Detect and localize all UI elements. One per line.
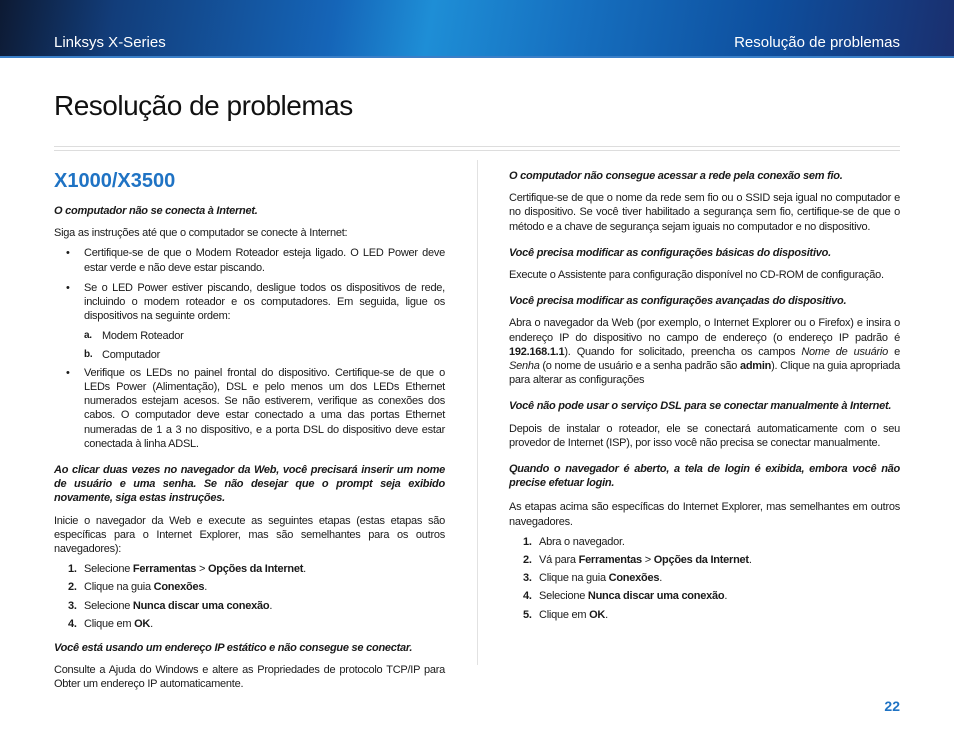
step-item: [509, 589, 900, 603]
step-item: [54, 617, 445, 631]
step-item: [54, 562, 445, 576]
text: >: [196, 563, 208, 576]
step-item: [54, 599, 445, 613]
step-item: [509, 571, 900, 585]
paragraph: Certifique-se de que o nome da rede sem fio ou o SSID seja igual no computador e no dispositivo. Se você tiver habilitado a segurança sem fio, certifique-se de que o método e a chave de segurança sejam iguais no computador e no dispositivo.: [509, 192, 900, 233]
bold-text: Conexões: [153, 581, 205, 594]
issue-heading: O computador não consegue acessar a rede pela conexão sem fio.: [509, 170, 843, 182]
sub-item: [54, 329, 445, 343]
header-section: Resolução de problemas: [734, 34, 900, 51]
text: Vá para: [539, 554, 579, 567]
text: >: [641, 554, 654, 567]
issue-heading: Você está usando um endereço IP estático e não consegue se conectar.: [54, 642, 413, 655]
column-divider: [477, 160, 478, 665]
bold-text: Ferramentas: [578, 554, 642, 567]
divider: [54, 146, 900, 147]
text: Selecione: [84, 563, 133, 576]
bullet-text: Verifique os LEDs no painel frontal do dispositivo. Certifique-se de que o LEDs Power (Alimentação), DSL e pelo menos um dos LEDs Ethernet numerados estejam acesos. Se não estiverem, verifique as conexões dos cabos. O computador deve estar conectado a uma das portas Ethernet numeradas de 1 a 3 no dispositivo, e a porta DSL do dispositivo deve estar conectada à linha ADSL.: [84, 366, 445, 450]
issue-heading: Você não pode usar o serviço DSL para se conectar manualmente à Internet.: [509, 400, 892, 413]
bold-text: Opções da Internet: [207, 563, 304, 576]
right-column: [509, 169, 900, 622]
sub-marker: a.: [84, 330, 92, 342]
header-banner: [0, 0, 954, 58]
bullet-marker: •: [66, 247, 70, 260]
step-number: 4.: [523, 590, 532, 603]
paragraph: Siga as instruções até que o computador se conecte à Internet:: [54, 227, 348, 240]
bullet-item: [54, 281, 445, 324]
issue-heading: Ao clicar duas vezes no navegador da Web, você precisará inserir um nome de usuário e uma senha. Se não desejar que o prompt seja exibido novamente, siga estas instruções.: [54, 464, 445, 505]
bullet-marker: •: [66, 366, 70, 379]
sub-item: [54, 348, 445, 362]
text: .: [204, 581, 208, 594]
text: Abra o navegador da Web (por exemplo, o Internet Explorer ou o Firefox) e insira o endereço IP do dispositivo no campo de endereço (o endereço IP padrão é: [509, 317, 900, 344]
left-column: [54, 170, 445, 692]
text: Selecione: [539, 590, 588, 603]
bullet-text: Certifique-se de que o Modem Roteador esteja ligado. O LED Power deve estar verde e não deve estar piscando.: [84, 247, 445, 274]
sub-marker: b.: [84, 348, 93, 360]
step-number: 3.: [523, 572, 532, 585]
issue-heading: Quando o navegador é aberto, a tela de login é exibida, embora você não precise efetuar login.: [509, 463, 900, 490]
paragraph: Depois de instalar o roteador, ele se conectará automaticamente com o seu provedor de Internet (ISP), por isso você não precisa se conectar manualmente.: [509, 422, 900, 449]
text: Clique em: [539, 608, 590, 621]
paragraph: [509, 316, 900, 387]
text: ). Quando for solicitado, preencha os campos: [564, 345, 802, 358]
paragraph: Consulte a Ajuda do Windows e altere as Propriedades de protocolo TCP/IP para Obter um endereço IP automaticamente.: [54, 664, 445, 691]
step-item: [54, 580, 445, 594]
header-product: Linksys X-Series: [54, 34, 166, 51]
text: ). Clique na guia apropriada para alterar as configurações: [509, 360, 900, 387]
issue-heading: O computador não se conecta à Internet.: [54, 205, 258, 217]
text: .: [269, 599, 273, 612]
issue-heading: Você precisa modificar as configurações básicas do dispositivo.: [509, 246, 831, 259]
text: .: [748, 554, 752, 567]
paragraph: As etapas acima são específicas do Internet Explorer, mas semelhantes em outros navegadores.: [509, 501, 900, 528]
step-number: 1.: [523, 535, 532, 548]
bullet-marker: •: [66, 281, 70, 294]
text: .: [150, 617, 153, 630]
step-item: [509, 553, 900, 567]
bold-text: OK: [134, 617, 151, 630]
bold-text: admin: [739, 360, 772, 373]
bold-text: Opções da Internet: [653, 554, 749, 567]
bold-text: Conexões: [608, 572, 660, 585]
text: .: [659, 572, 663, 585]
page-title: Resolução de problemas: [54, 90, 353, 121]
step-number: 2.: [68, 581, 77, 594]
italic-text: Nome de usuário: [801, 345, 888, 358]
divider: [54, 150, 900, 151]
bullet-text: Se o LED Power estiver piscando, desligue todos os dispositivos de rede, incluindo o modem roteador e os computadores. Em seguida, ligue os dispositivos na seguinte ordem:: [84, 281, 445, 323]
bullet-item: [54, 246, 445, 274]
page-number: 22: [884, 698, 900, 714]
text: Clique em: [84, 617, 135, 630]
text: Clique na guia: [84, 581, 154, 594]
step-item: [509, 608, 900, 622]
text: (o nome de usuário e a senha padrão são: [539, 360, 740, 373]
text: .: [605, 608, 608, 621]
bullet-item: [54, 366, 445, 451]
step-number: 4.: [68, 617, 77, 630]
paragraph: Inicie o navegador da Web e execute as seguintes etapas (estas etapas são específicas para o Internet Explorer, mas são semelhantes para os outros navegadores):: [54, 514, 445, 556]
bold-text: Nunca discar uma conexão: [132, 599, 270, 612]
bold-text: 192.168.1.1: [509, 345, 565, 358]
bold-text: Nunca discar uma conexão: [587, 590, 725, 603]
italic-text: Senha: [509, 360, 540, 373]
step-number: 5.: [523, 608, 532, 621]
text: Abra o navegador.: [539, 535, 625, 548]
text: Clique na guia: [539, 572, 609, 585]
text: .: [303, 563, 306, 576]
bold-text: OK: [589, 608, 606, 621]
sub-text: Computador: [102, 348, 161, 361]
paragraph: Execute o Assistente para configuração disponível no CD-ROM de configuração.: [509, 269, 884, 282]
step-item: [509, 535, 900, 549]
section-heading: X1000/X3500: [54, 170, 176, 192]
text: .: [724, 590, 728, 603]
step-number: 2.: [523, 554, 532, 567]
text: Selecione: [84, 599, 133, 612]
step-number: 1.: [68, 563, 77, 576]
issue-heading: Você precisa modificar as configurações avançadas do dispositivo.: [509, 295, 847, 308]
text: e: [888, 345, 900, 358]
step-number: 3.: [68, 599, 77, 612]
bold-text: Ferramentas: [132, 563, 197, 576]
sub-text: Modem Roteador: [102, 330, 184, 343]
